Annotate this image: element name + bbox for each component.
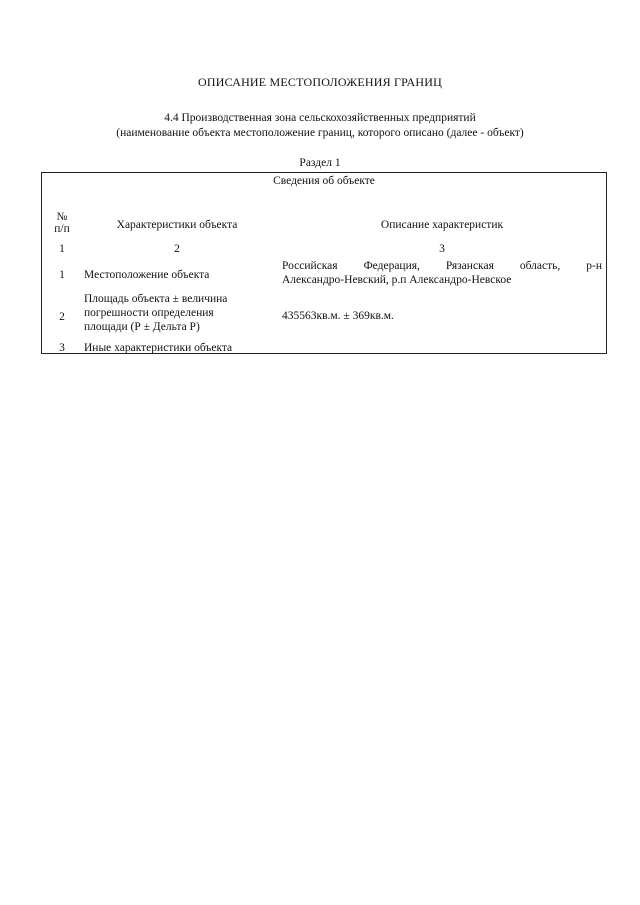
row-2-characteristic-line-2: погрешности определения <box>84 307 214 319</box>
row-3-characteristic: Иные характеристики объекта <box>84 342 233 354</box>
header-number-abbrev: п/п <box>54 223 70 235</box>
row-1-characteristic: Местоположение объекта <box>84 269 210 281</box>
document-title: ОПИСАНИЕ МЕСТОПОЛОЖЕНИЯ ГРАНИЦ <box>198 75 442 89</box>
index-cell-1: 1 <box>59 243 65 255</box>
object-name-caption: (наименование объекта местоположение границ, которого описано (далее - объект) <box>116 127 524 139</box>
table-caption: Сведения об объекте <box>273 175 375 187</box>
row-2-characteristic-line-3: площади (Р ± Дельта Р) <box>84 321 200 333</box>
object-name: 4.4 Производственная зона сельскохозяйственных предприятий <box>164 112 476 124</box>
row-1-description-line-1: Российская Федерация, Рязанская область, р-н <box>282 260 602 272</box>
index-cell-2: 2 <box>174 243 180 255</box>
section-title: Раздел 1 <box>299 157 341 169</box>
row-1-number: 1 <box>59 269 65 281</box>
row-2-characteristic <box>84 292 274 334</box>
header-characteristics: Характеристики объекта <box>116 219 238 231</box>
row-2-description: 435563кв.м. ± 369кв.м. <box>282 310 394 322</box>
row-2-number: 2 <box>59 311 65 323</box>
row-1-description <box>282 259 602 287</box>
header-number <box>50 211 74 235</box>
row-2-characteristic-line-1: Площадь объекта ± величина <box>84 293 228 305</box>
header-description: Описание характеристик <box>380 219 504 231</box>
index-cell-3: 3 <box>439 243 445 255</box>
document-subtitle <box>0 111 640 141</box>
row-1-description-line-2: Александро-Невский, р.п Александро-Невское <box>282 274 512 286</box>
row-3-number: 3 <box>59 342 65 354</box>
object-info-table <box>41 172 607 354</box>
header-number-symbol: № <box>56 211 68 223</box>
